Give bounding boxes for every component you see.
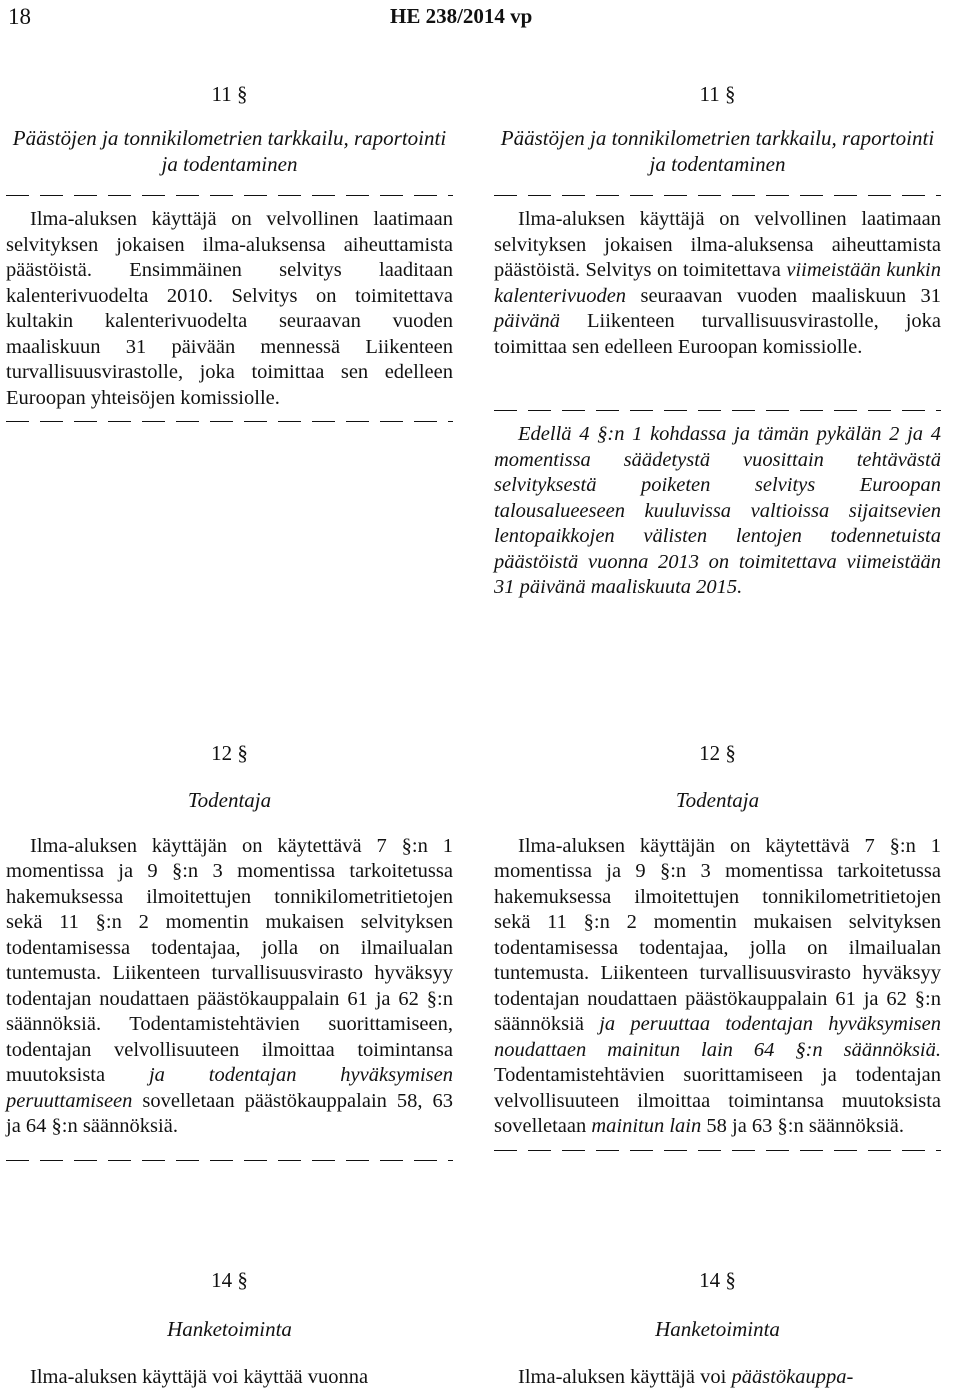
left-section-14 xyxy=(6,1268,453,1390)
section-heading: 12 § xyxy=(699,741,736,765)
omission-line xyxy=(494,406,941,416)
left-section-12 xyxy=(6,741,453,1172)
section-title: Päästöjen ja tonnikilometrien tarkkailu, raportointi ja todentaminen xyxy=(12,126,447,176)
left-section-11 xyxy=(6,82,453,433)
page-header xyxy=(0,0,960,36)
omission-line xyxy=(6,1156,453,1166)
document-id: HE 238/2014 vp xyxy=(390,4,533,28)
omission-line xyxy=(494,191,941,201)
section-heading: 11 § xyxy=(699,82,736,106)
paragraph: Ilma-aluksen käyttäjä voi käyttää vuonna xyxy=(30,1365,369,1388)
paragraph: Ilma-aluksen käyttäjän on käytettävä 7 §:n 1 momentissa ja 9 §:n 3 momentissa tarkoitetussa hakemuksessa ilmoitettujen tonnikilometritietojen sekä 11 §:n 2 momentin mukaisen selvityksen todentamisessa todentajaa, jolla on ilmailualan tuntemusta. Liikenteen turvallisuusvirasto hyväksyy todentajan noudattaen päästökauppalain 61 ja 62 §:n säännöksiä ja peruuttaa todentajan hyväksymisen noudattaen mainitun lain 64 §:n säännöksiä. Todentamistehtävien suorittamiseen ja todentajan velvollisuuteen ilmoittaa toimintansa muutoksista sovelletaan mainitun lain 58 ja 63 §:n säännöksiä. xyxy=(494,834,941,1137)
section-heading: 11 § xyxy=(211,82,248,106)
section-title: Todentaja xyxy=(187,788,272,812)
section-heading: 12 § xyxy=(211,741,248,765)
section-heading: 14 § xyxy=(211,1268,248,1292)
section-title: Todentaja xyxy=(675,788,760,812)
paragraph-italic: Edellä 4 §:n 1 kohdassa ja tämän pykälän 2 ja 4 momentissa säädetystä vuosittain tehtävästä selvityksestä poiketen selvitys Euroopan talousalueeseen kuuluvissa valtioissa sijaitsevien lentopaikkojen välisten lentojen todennetuista päästöistä vuonna 2013 on toimitettava viimeistään 31 päivänä maaliskuuta 2015. xyxy=(494,423,941,598)
section-title: Päästöjen ja tonnikilometrien tarkkailu, raportointi ja todentaminen xyxy=(500,126,935,176)
paragraph: Ilma-aluksen käyttäjä on velvollinen laatimaan selvityksen jokaisen ilma-aluksensa aiheuttamista päästöistä. Ensimmäinen selvitys laaditaan kalenterivuodelta 2010. Selvitys on toimitettava kultakin kalenterivuodelta seuraavan vuoden maaliskuun 31 päivään mennessä Liikenteen turvallisuusvirastolle, joka toimittaa sen edelleen Euroopan yhteisöjen komissiolle. xyxy=(6,208,453,409)
omission-line xyxy=(6,417,453,427)
section-title: Hanketoiminta xyxy=(655,1317,780,1341)
paragraph: Ilma-aluksen käyttäjän on käytettävä 7 §:n 1 momentissa ja 9 §:n 3 momentissa tarkoitetussa hakemuksessa ilmoitettujen tonnikilometritietojen sekä 11 §:n 2 momentin mukaisen selvityksen todentamisessa todentajaa, jolla on ilmailualan tuntemusta. Liikenteen turvallisuusvirasto hyväksyy todentajan noudattaen päästökauppalain 61 ja 62 §:n säännöksiä. Todentamistehtävien suorittamiseen, todentajan velvollisuuteen ilmoittaa toimintansa muutoksista ja todentajan hyväksymisen peruuttamiseen sovelletaan päästökauppalain 58, 63 ja 64 §:n säännöksiä. xyxy=(6,834,453,1137)
omission-line xyxy=(6,191,453,201)
section-heading: 14 § xyxy=(699,1268,736,1292)
right-section-12 xyxy=(494,741,941,1162)
right-section-14 xyxy=(494,1268,941,1390)
right-section-11 xyxy=(494,82,941,601)
section-title: Hanketoiminta xyxy=(167,1317,292,1341)
page-number: 18 xyxy=(8,4,31,29)
paragraph: Ilma-aluksen käyttäjä voi päästökauppa- xyxy=(518,1365,854,1388)
omission-line xyxy=(494,1146,941,1156)
paragraph: Ilma-aluksen käyttäjä on velvollinen laatimaan selvityksen jokaisen ilma-aluksensa aiheuttamista päästöistä. Selvitys on toimitettava viimeistään kunkin kalenterivuoden seuraavan vuoden maaliskuun 31 päivänä Liikenteen turvallisuusvirastolle, joka toimittaa sen edelleen Euroopan komissiolle. xyxy=(494,208,941,358)
